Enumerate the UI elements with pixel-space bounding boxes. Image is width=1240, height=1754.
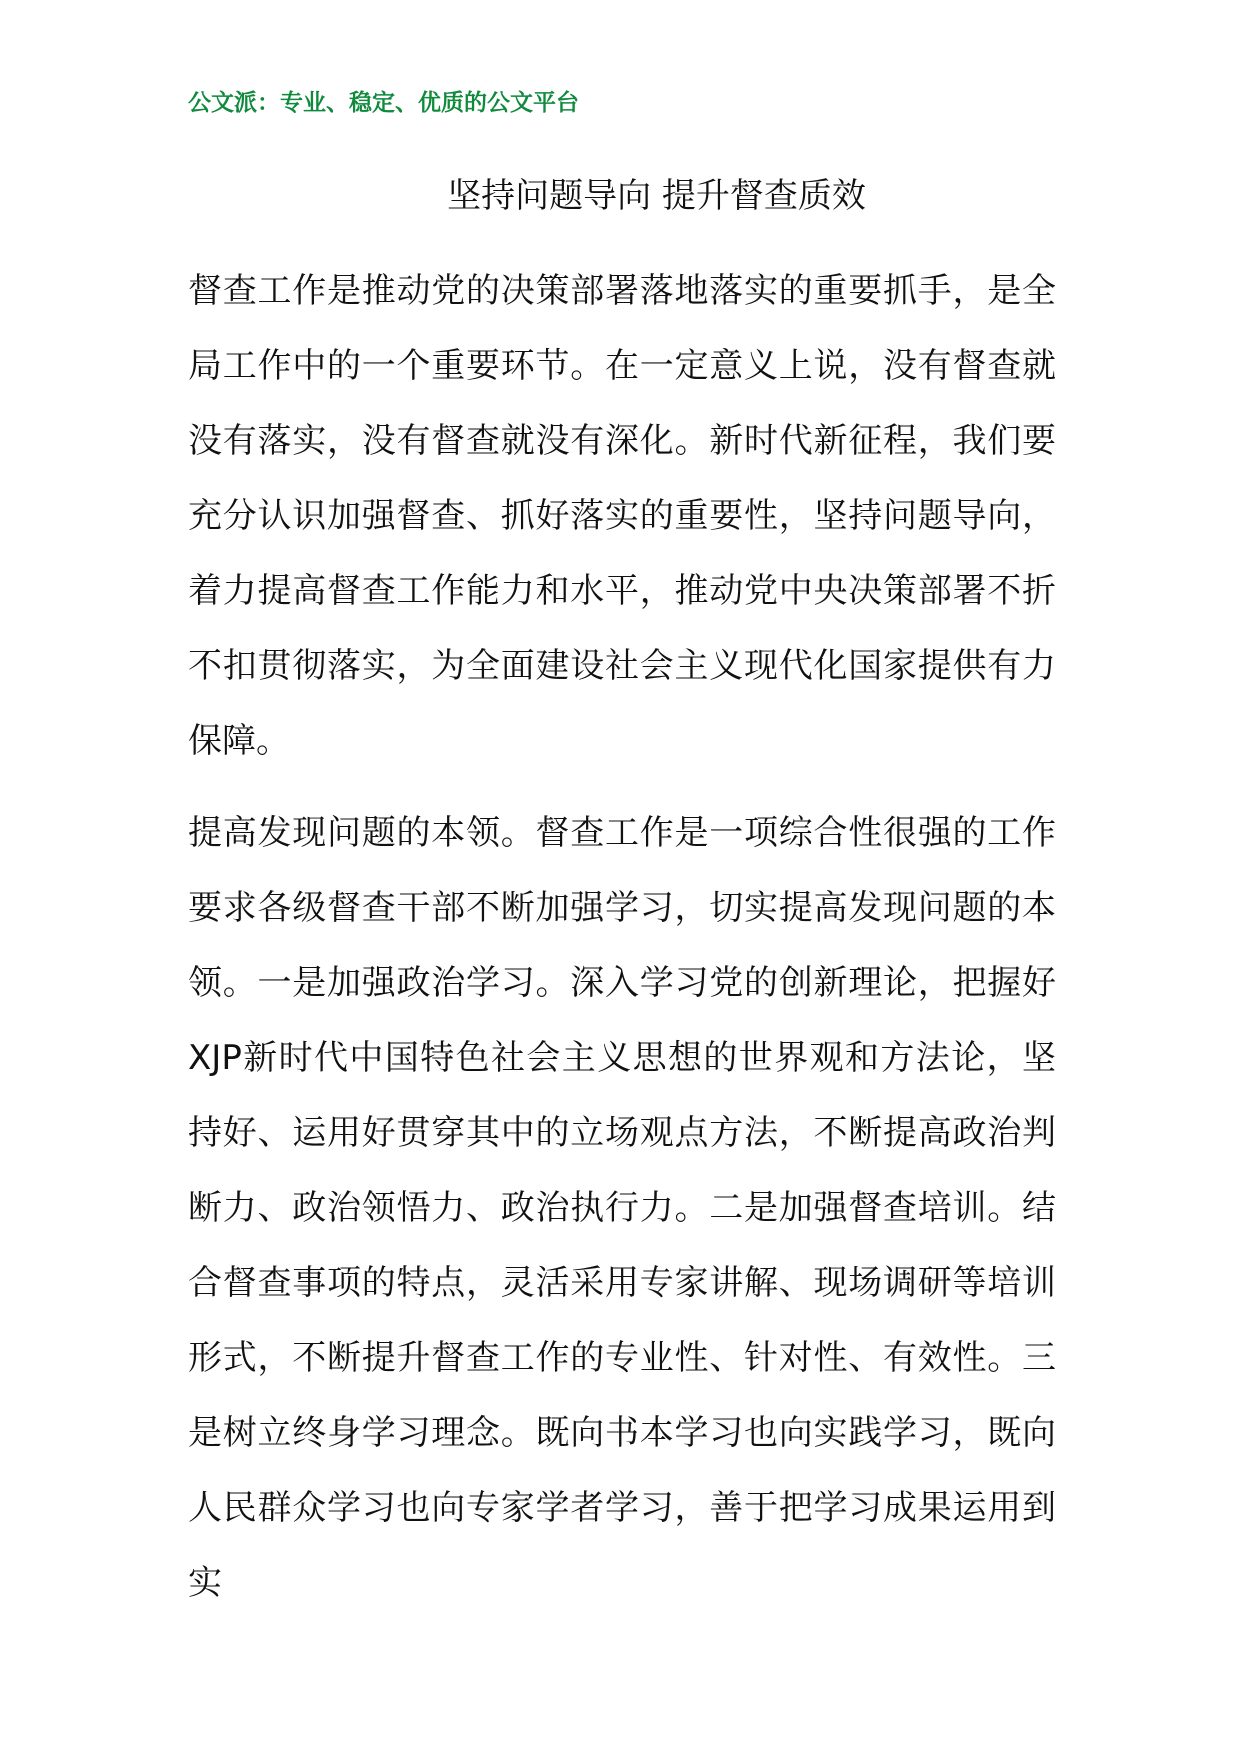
paragraph-intro: 督查工作是推动党的决策部署落地落实的重要抓手，是全局工作中的一个重要环节。在一定意义上说，没有督查就没有落实，没有督查就没有深化。新时代新征程，我们要充分认识加强督查、抓好落实的重要性，坚持问题导向，着力提高督查工作能力和水平，推动党中央决策部署不折不扣贯彻落实，为全面建设社会主义现代化国家提供有力保障。 (188, 271, 1056, 761)
site-header: 公文派：专业、稳定、优质的公文平台 (188, 90, 579, 116)
document-body (188, 254, 1056, 1621)
paragraph-finding-problems: 提高发现问题的本领。督查工作是一项综合性很强的工作要求各级督查干部不断加强学习，切实提高发现问题的本领。一是加强政治学习。深入学习党的创新理论，把握好XJP新时代中国特色社会主义思想的世界观和方法论，坚持好、运用好贯穿其中的立场观点方法，不断提高政治判断力、政治领悟力、政治执行力。二是加强督查培训。结合督查事项的特点，灵活采用专家讲解、现场调研等培训形式，不断提升督查工作的专业性、针对性、有效性。三是树立终身学习理念。既向书本学习也向实践学习，既向人民群众学习也向专家学者学习，善于把学习成果运用到实 (188, 813, 1056, 1603)
document-title: 坚持问题导向 提升督查质效 (447, 176, 866, 216)
